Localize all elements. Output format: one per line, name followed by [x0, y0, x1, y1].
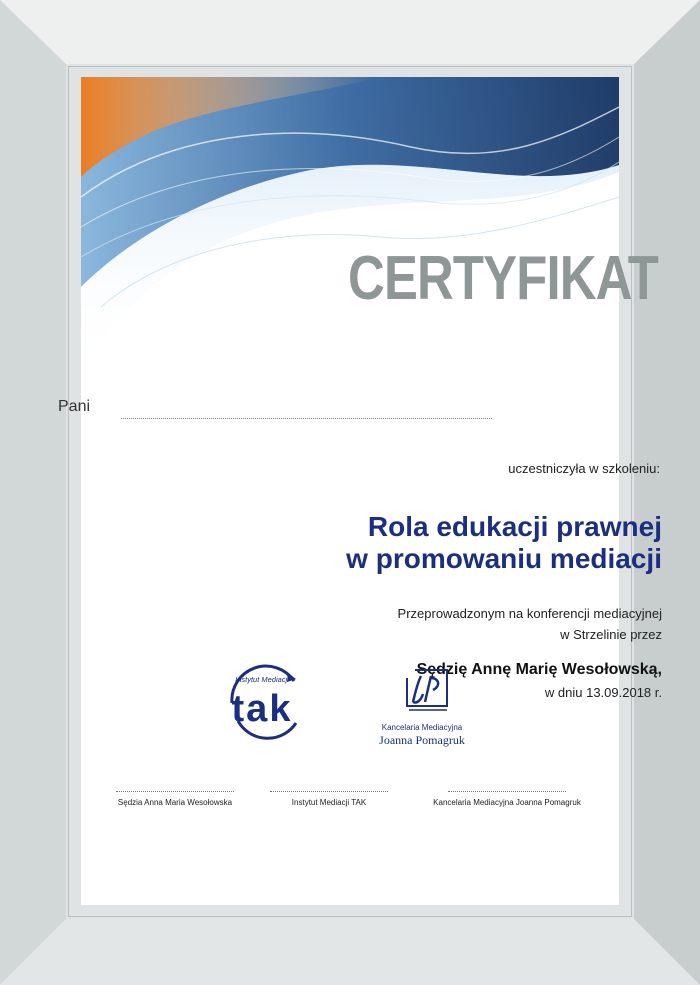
kancelaria-logo-line2: Joanna Pomagruk [379, 733, 465, 747]
recipient-label: Pani [58, 398, 91, 415]
recipient-name-line [121, 418, 492, 419]
certificate-title: CERTYFIKAT [348, 244, 658, 313]
jp-monogram-icon [403, 664, 453, 716]
conducted-text [398, 603, 662, 645]
tak-logo-word: tak [231, 688, 293, 730]
intro-text: uczestniczyła w szkoleniu: [508, 461, 660, 476]
wave-decoration [81, 77, 619, 377]
signature-institute [262, 790, 396, 807]
conducted-line1: Przeprowadzonym na konferencji mediacyjnej [397, 606, 662, 621]
tak-logo-subtitle: Instytut Mediacji [235, 675, 289, 684]
signature-label: Sędzia Anna Maria Wesołowska [117, 798, 233, 807]
signature-line [448, 790, 566, 792]
kancelaria-logo-line1: Kancelaria Mediacyjna [381, 723, 463, 732]
signature-label: Instytut Mediacji TAK [291, 798, 367, 807]
certificate-paper [81, 77, 619, 905]
signature-judge [108, 790, 242, 807]
signature-label: Kancelaria Mediacyjna Joanna Pomagruk [433, 798, 581, 807]
certificate-date: w dniu 13.09.2018 r. [544, 685, 662, 700]
course-title [346, 511, 662, 575]
signature-kancelaria [424, 790, 590, 807]
signature-line [270, 790, 388, 792]
signature-line [116, 790, 234, 792]
conducted-line2: w Strzelinie przez [560, 627, 662, 642]
conductor-name: Sędzię Annę Marię Wesołowską, [416, 661, 662, 678]
course-title-line1: Rola edukacji prawnej [367, 511, 662, 542]
course-title-line2: w promowaniu mediacji [346, 543, 662, 574]
